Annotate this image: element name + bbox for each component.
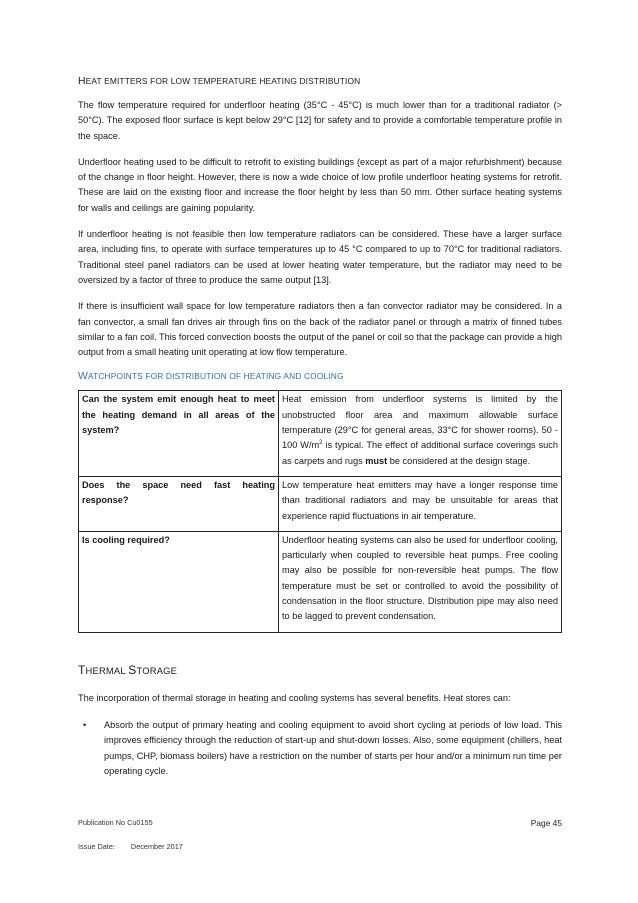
- section-heading-thermal-storage: THERMAL STORAGE: [78, 662, 178, 677]
- footer-publication-line: [78, 818, 562, 827]
- paragraph: The incorporation of thermal storage in heating and cooling systems has several benefits. Heat stores can:: [78, 692, 511, 703]
- footer-issue-line: [78, 842, 562, 851]
- page-number: Page 45: [530, 818, 562, 828]
- section-heading-watchpoints: WATCHPOINTS FOR DISTRIBUTION OF HEATING AND COOLING: [78, 371, 344, 383]
- section-heading-heat-emitters: HEAT EMITTERS FOR LOW TEMPERATURE HEATING DISTRIBUTION: [78, 76, 361, 87]
- answer-cell: Underfloor heating systems can also be used for underfloor cooling, particularly when coupled to reversible heat pumps. Free cooling may also be possible for non-reversible heat pumps. The flow temperature must be set or controlled to avoid the possibility of condensation in the floor structure. Distribution pipe may also need to be lagged to prevent condensation.: [279, 531, 562, 632]
- paragraph: Underfloor heating used to be difficult to retrofit to existing buildings (except as part of a major refurbishment) because of the change in floor height. However, there is now a wide choice of low profile underfloor heating systems for retrofit. These are laid on the existing floor and increase the floor height by less than 50 mm. Other surface heating systems for walls and ceilings are gaining popularity.: [78, 156, 562, 213]
- paragraph: If there is insufficient wall space for low temperature radiators then a fan convector radiator may be considered. In a fan convector, a small fan drives air through fins on the back of the radiator panel or through a matrix of finned tubes similar to a fan coil. This forced convection boosts the output of the panel or coil so that the package can provide a high output from a small heating unit operating at low flow temperature.: [78, 301, 562, 358]
- table-row: [79, 476, 562, 531]
- table-row: [79, 531, 562, 632]
- issue-label: Issue Date:: [78, 842, 115, 851]
- answer-cell: Heat emission from underfloor systems is limited by the unobstructed floor area and maximum allowable surface temperature (29°C for general areas, 33°C for shower rooms). 50 - 100 $W/m^2$ is typical. The effect of additional surface coverings such as carpets and rugs must be considered at the design stage.: [279, 391, 562, 476]
- question-cell: Can the system emit enough heat to meet the heating demand in all areas of the system?: [79, 391, 279, 476]
- answer-cell: Low temperature heat emitters may have a longer response time than traditional radiators and may be unsuitable for areas that experience rapid fluctuations in air temperature.: [279, 476, 562, 531]
- paragraph: The flow temperature required for underfloor heating (35°C - 45°C) is much lower than for a traditional radiator (> 50°C). The exposed floor surface is kept below 29°C [12] for safety and to provide a comfortable temperature profile in the space.: [78, 100, 562, 141]
- issue-date: December 2017: [130, 842, 183, 851]
- list-item: • Absorb the output of primary heating and cooling equipment to avoid short cycling at periods of low load. This improves efficiency through the reduction of start-up and shut-down losses. Also, some equipment (chillers, heat pumps, CHP, biomass boilers) have a restriction on the number of starts per hour and/or a minimum run time per operating cycle.: [83, 719, 562, 776]
- table-row: [79, 391, 562, 476]
- bullet-list: [78, 718, 562, 779]
- publication-number: Publication No Cu0155: [78, 818, 153, 827]
- question-cell: Is cooling required?: [79, 531, 279, 632]
- page-content: [78, 76, 562, 785]
- bullet-icon: •: [83, 719, 87, 730]
- watchpoints-table: [78, 390, 562, 632]
- paragraph: If underfloor heating is not feasible then low temperature radiators can be considered. These have a larger surface area, including fins, to operate with surface temperatures up to 45 °C compared to up to 70°C for traditional radiators. Traditional steel panel radiators can be used at lower heating water temperature, but the radiator may need to be oversized by a factor of three to produce the same output [13].: [78, 229, 562, 285]
- question-cell: Does the space need fast heating response?: [79, 476, 279, 531]
